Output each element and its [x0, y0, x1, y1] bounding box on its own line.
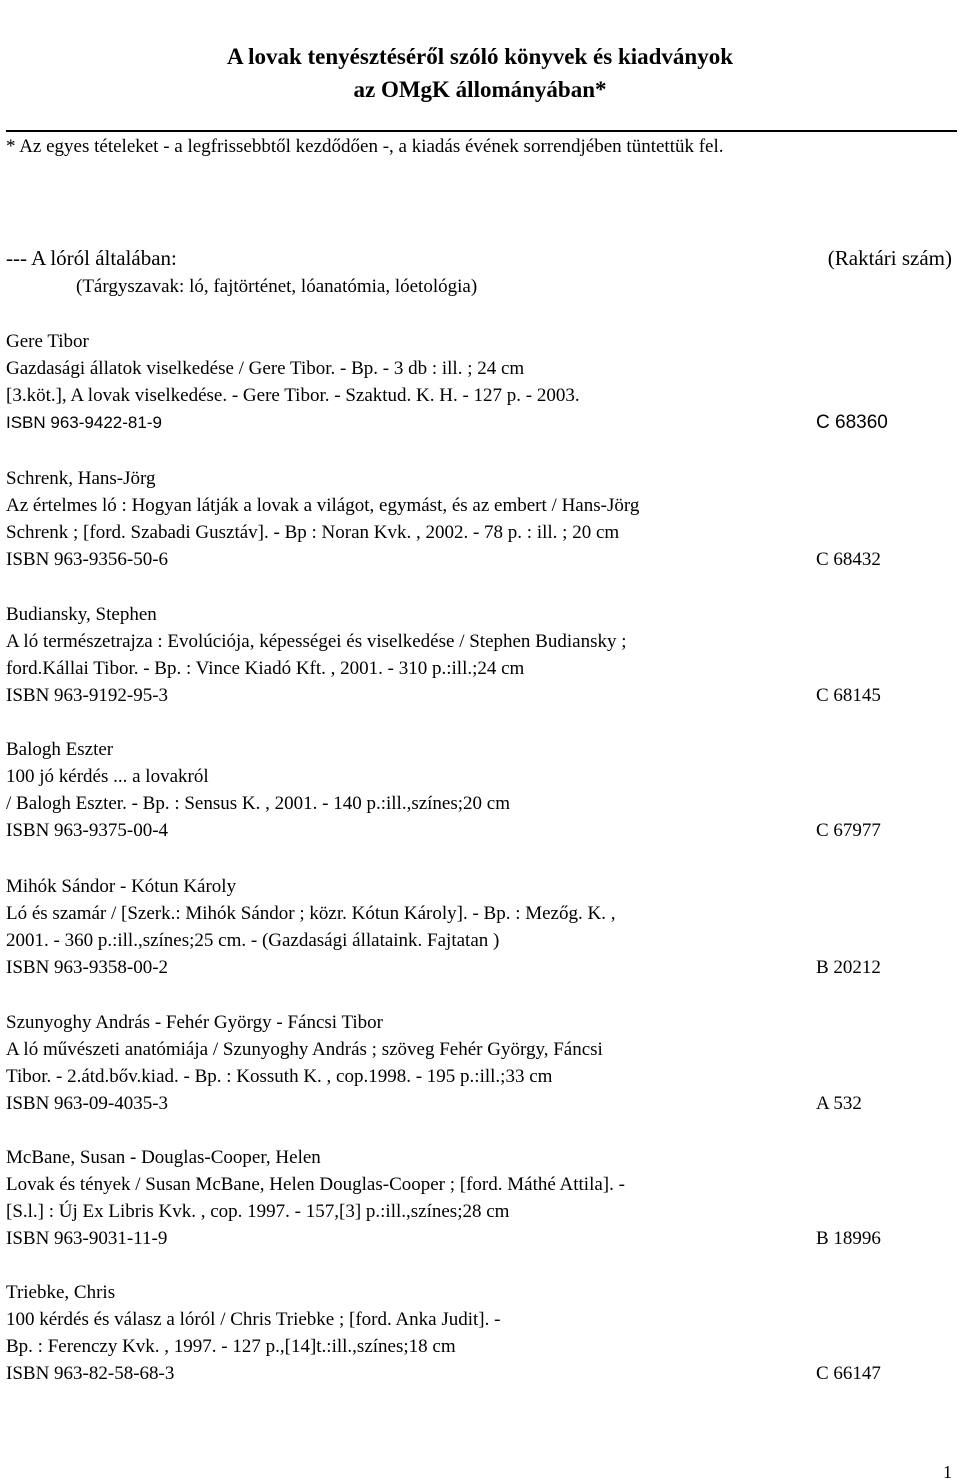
entry-call-number: B 20212 [816, 957, 881, 978]
entry-call-number: C 68360 [816, 412, 888, 433]
entry-description-line: Tibor. - 2.átd.bőv.kiad. - Bp. : Kossuth K. , cop.1998. - 195 p.:ill.;33 cm [6, 1066, 553, 1087]
entry-author: Gere Tibor [6, 331, 89, 352]
entry-call-number: C 68145 [816, 685, 881, 706]
entry-call-number: B 18996 [816, 1228, 881, 1249]
entry-description-line: [S.l.] : Új Ex Libris Kvk. , cop. 1997. - 157,[3] p.:ill.,színes;28 cm [6, 1201, 510, 1222]
entry-author: Balogh Eszter [6, 739, 114, 760]
entry-description-line: Schrenk ; [ford. Szabadi Gusztáv]. - Bp : Noran Kvk. , 2002. - 78 p. : ill. ; 20 cm [6, 522, 620, 543]
entry-description-line: ford.Kállai Tibor. - Bp. : Vince Kiadó Kft. , 2001. - 310 p.:ill.;24 cm [6, 658, 525, 679]
entry-isbn: ISBN 963-9422-81-9 [6, 413, 162, 432]
entry-isbn: ISBN 963-9356-50-6 [6, 549, 169, 570]
entry-author: Triebke, Chris [6, 1282, 116, 1303]
entry-description-line: / Balogh Eszter. - Bp. : Sensus K. , 2001. - 140 p.:ill.,színes;20 cm [6, 793, 510, 814]
title-divider [6, 130, 957, 132]
entry-description-line: 100 jó kérdés ... a lovakról [6, 766, 209, 787]
section-heading: --- A lóról általában: [6, 246, 177, 270]
entry-author: McBane, Susan - Douglas-Cooper, Helen [6, 1147, 321, 1168]
ordering-footnote: * Az egyes tételeket - a legfrissebbtől kezdődően -, a kiadás évének sorrendjében tüntettük fel. [6, 136, 724, 157]
entry-description-line: Lovak és tények / Susan McBane, Helen Douglas-Cooper ; [ford. Máthé Attila]. - [6, 1174, 625, 1195]
entry-call-number: A 532 [816, 1093, 862, 1114]
entry-call-number: C 67977 [816, 820, 881, 841]
document-title: A lovak tenyésztéséről szóló könyvek és kiadványok [226, 44, 734, 69]
entry-description-line: Az értelmes ló : Hogyan látják a lovak a világot, egymást, és az embert / Hans-Jörg [6, 495, 640, 516]
document-subtitle: az OMgK állományában* [353, 77, 607, 102]
entry-isbn: ISBN 963-9375-00-4 [6, 820, 169, 841]
entry-author: Szunyoghy András - Fehér György - Fáncsi Tibor [6, 1012, 384, 1033]
entry-description-line: Ló és szamár / [Szerk.: Mihók Sándor ; közr. Kótun Károly]. - Bp. : Mezőg. K. , [6, 903, 616, 924]
entry-description-line: Bp. : Ferenczy Kvk. , 1997. - 127 p.,[14]t.:ill.,színes;18 cm [6, 1336, 456, 1357]
entry-description-line: A ló természetrajza : Evolúciója, képességei és viselkedése / Stephen Budiansky ; [6, 631, 627, 652]
entry-call-number: C 66147 [816, 1363, 881, 1384]
entry-author: Schrenk, Hans-Jörg [6, 468, 156, 489]
entry-author: Budiansky, Stephen [6, 604, 157, 625]
entry-isbn: ISBN 963-82-58-68-3 [6, 1363, 175, 1384]
entry-isbn: ISBN 963-9031-11-9 [6, 1228, 168, 1249]
entry-description-line: [3.köt.], A lovak viselkedése. - Gere Tibor. - Szaktud. K. H. - 127 p. - 2003. [6, 385, 580, 406]
stock-number-column-heading: (Raktári szám) [827, 246, 952, 270]
entry-description-line: A ló művészeti anatómiája / Szunyoghy András ; szöveg Fehér György, Fáncsi [6, 1039, 603, 1060]
entry-isbn: ISBN 963-9192-95-3 [6, 685, 169, 706]
entry-description-line: 100 kérdés és válasz a lóról / Chris Triebke ; [ford. Anka Judit]. - [6, 1309, 501, 1330]
page-number: 1 [943, 1462, 952, 1482]
entry-description-line: Gazdasági állatok viselkedése / Gere Tibor. - Bp. - 3 db : ill. ; 24 cm [6, 358, 525, 379]
entry-isbn: ISBN 963-09-4035-3 [6, 1093, 169, 1114]
entry-isbn: ISBN 963-9358-00-2 [6, 957, 169, 978]
subject-keywords: (Tárgyszavak: ló, fajtörténet, lóanatómia, lóetológia) [76, 276, 478, 297]
entry-call-number: C 68432 [816, 549, 881, 570]
entry-description-line: 2001. - 360 p.:ill.,színes;25 cm. - (Gazdasági állataink. Fajtatan ) [6, 930, 500, 951]
entry-author: Mihók Sándor - Kótun Károly [6, 876, 237, 897]
